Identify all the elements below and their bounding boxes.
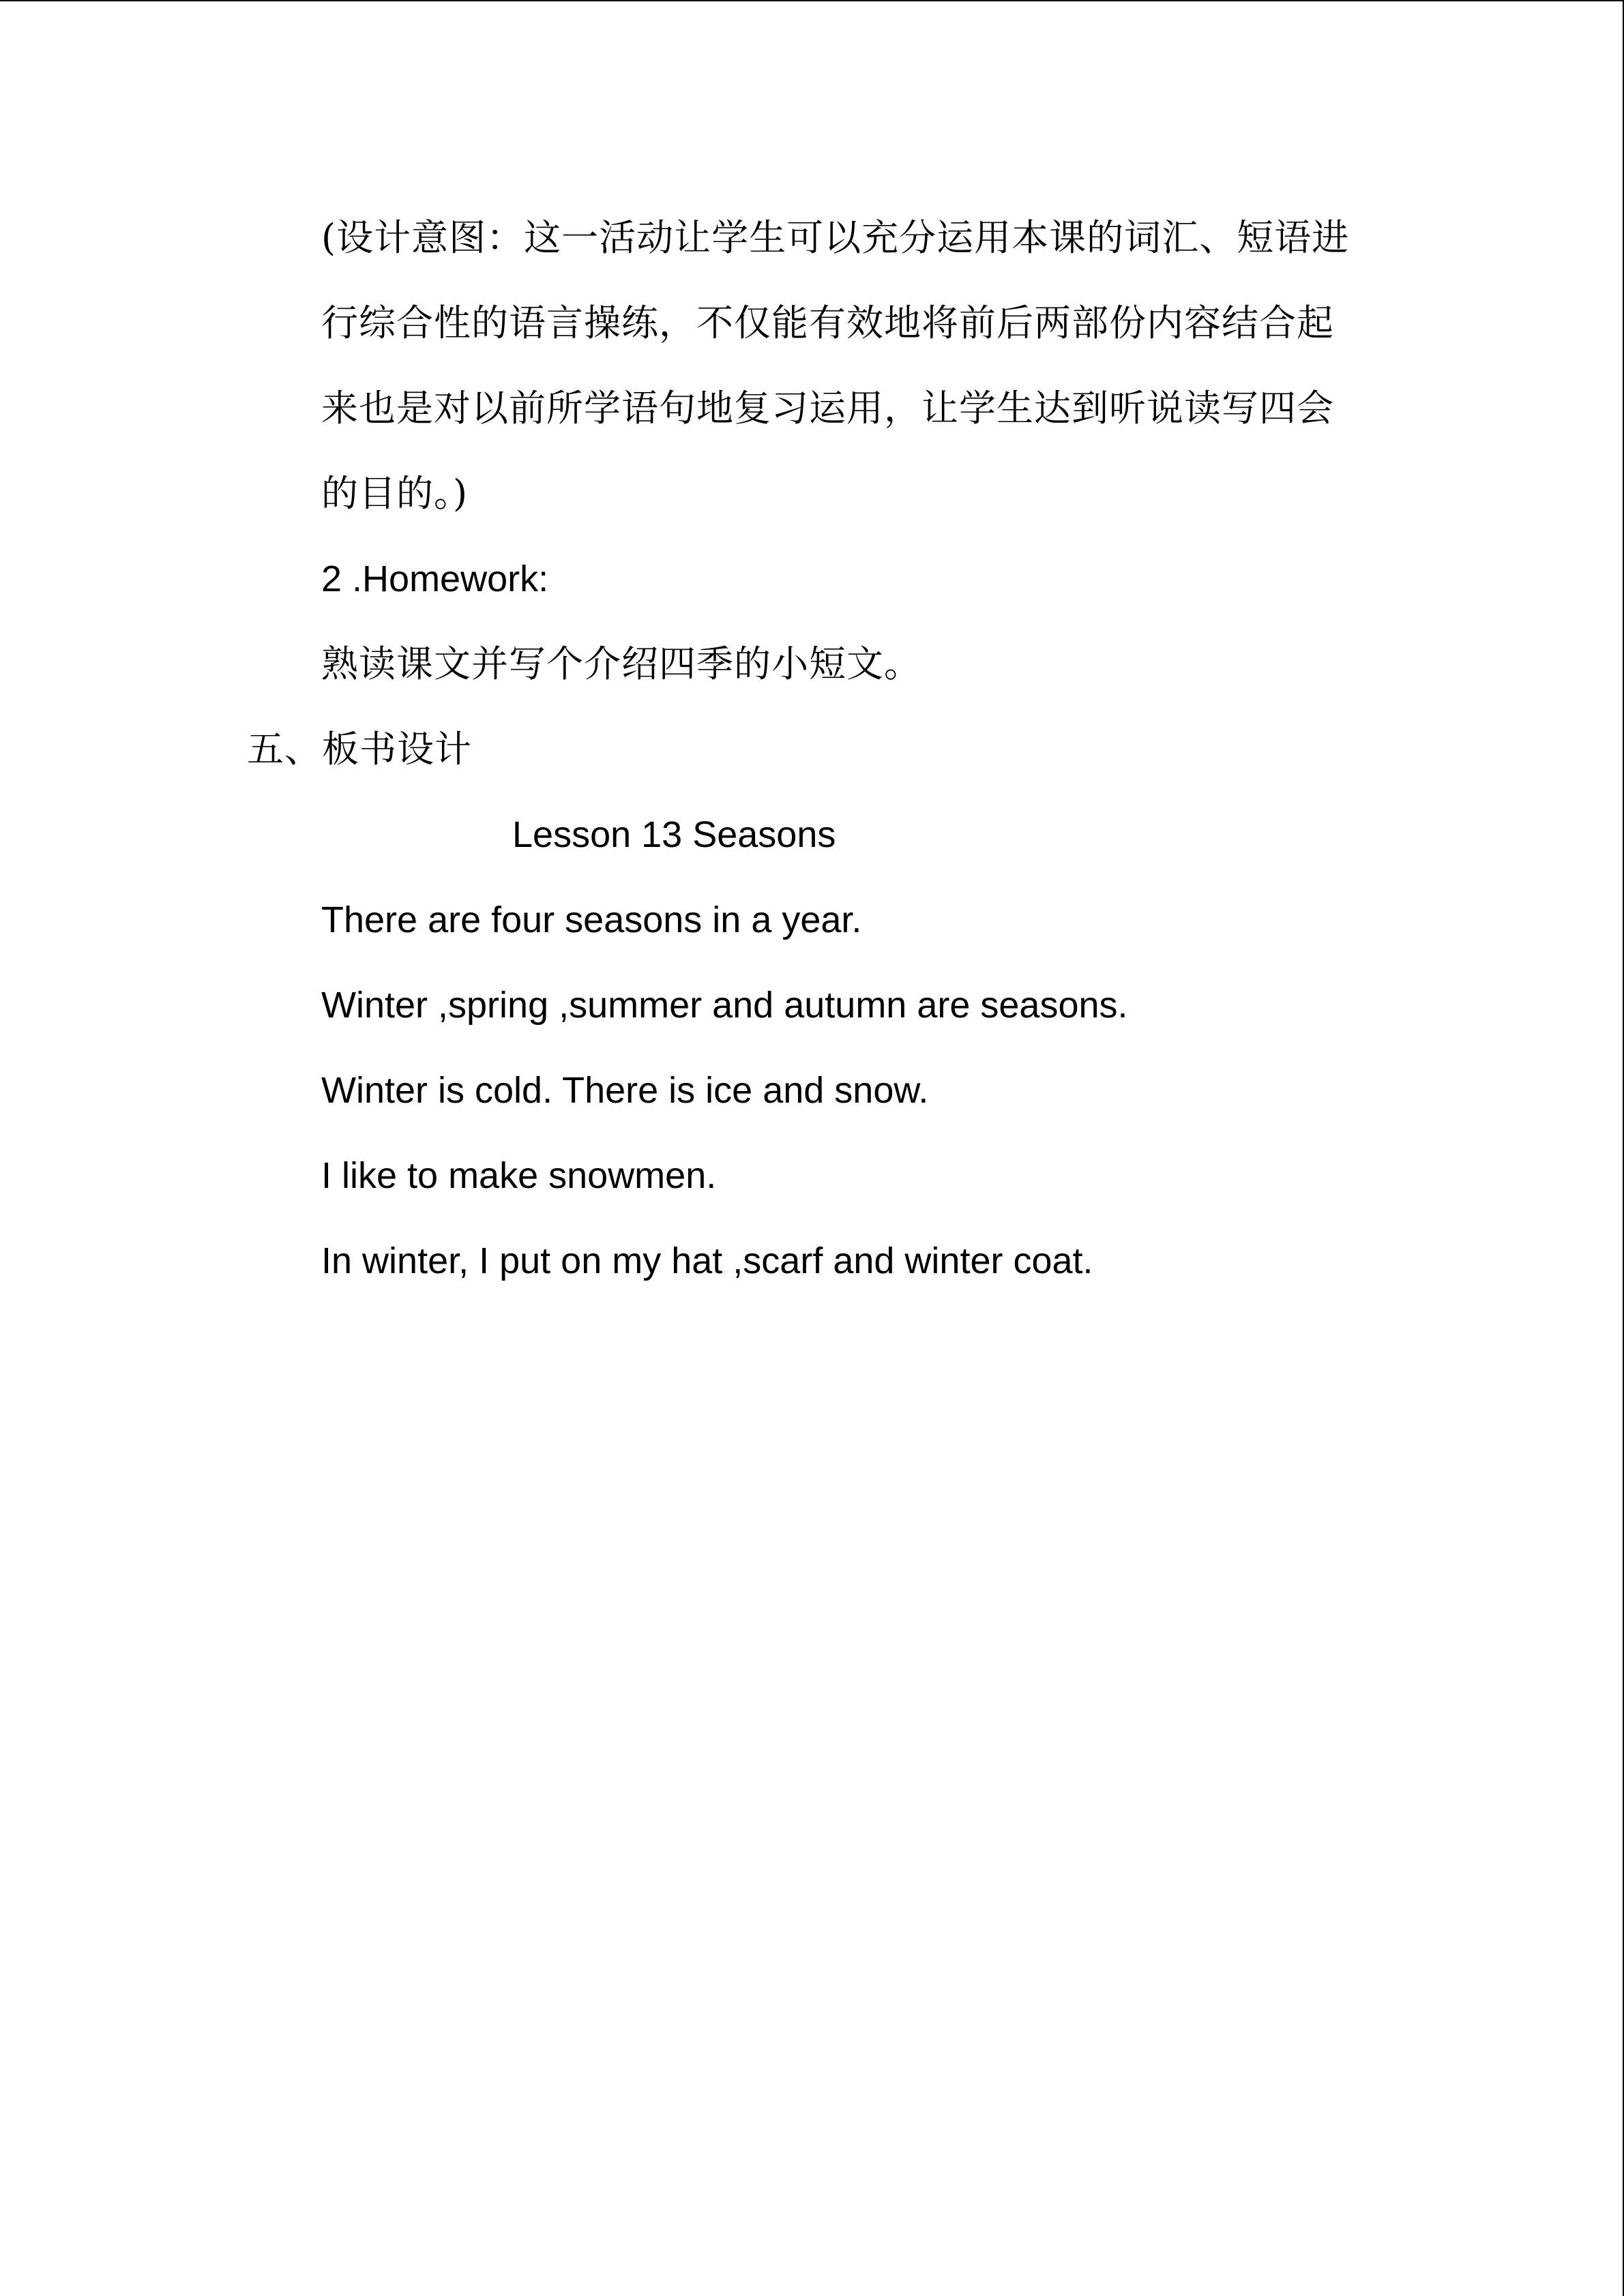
- design-intent-line-2: 行综合性的语言操练，不仅能有效地将前后两部份内容结合起: [321, 301, 1334, 344]
- board-line-3: Winter is cold. There is ice and snow.: [321, 1070, 929, 1111]
- board-line-1: There are four seasons in a year.: [321, 899, 862, 940]
- board-line-2: Winter ,spring ,summer and autumn are seasons.: [321, 985, 1128, 1026]
- homework-task: 熟读课文并写个介绍四季的小短文。: [321, 642, 921, 685]
- homework-heading: 2 .Homework:: [321, 558, 549, 599]
- design-intent-line-4: 的目的。): [321, 472, 469, 515]
- design-intent-line-3: 来也是对以前所学语句地复习运用，让学生达到听说读写四会: [321, 387, 1334, 430]
- lesson-title: Lesson 13 Seasons: [512, 814, 836, 855]
- board-line-4: I like to make snowmen.: [321, 1155, 717, 1196]
- board-design-heading: 五、板书设计: [247, 728, 472, 771]
- design-intent-line-1: (设计意图：这一活动让学生可以充分运用本课的词汇、短语进: [321, 216, 1350, 259]
- board-line-5: In winter, I put on my hat ,scarf and winter coat.: [321, 1240, 1093, 1281]
